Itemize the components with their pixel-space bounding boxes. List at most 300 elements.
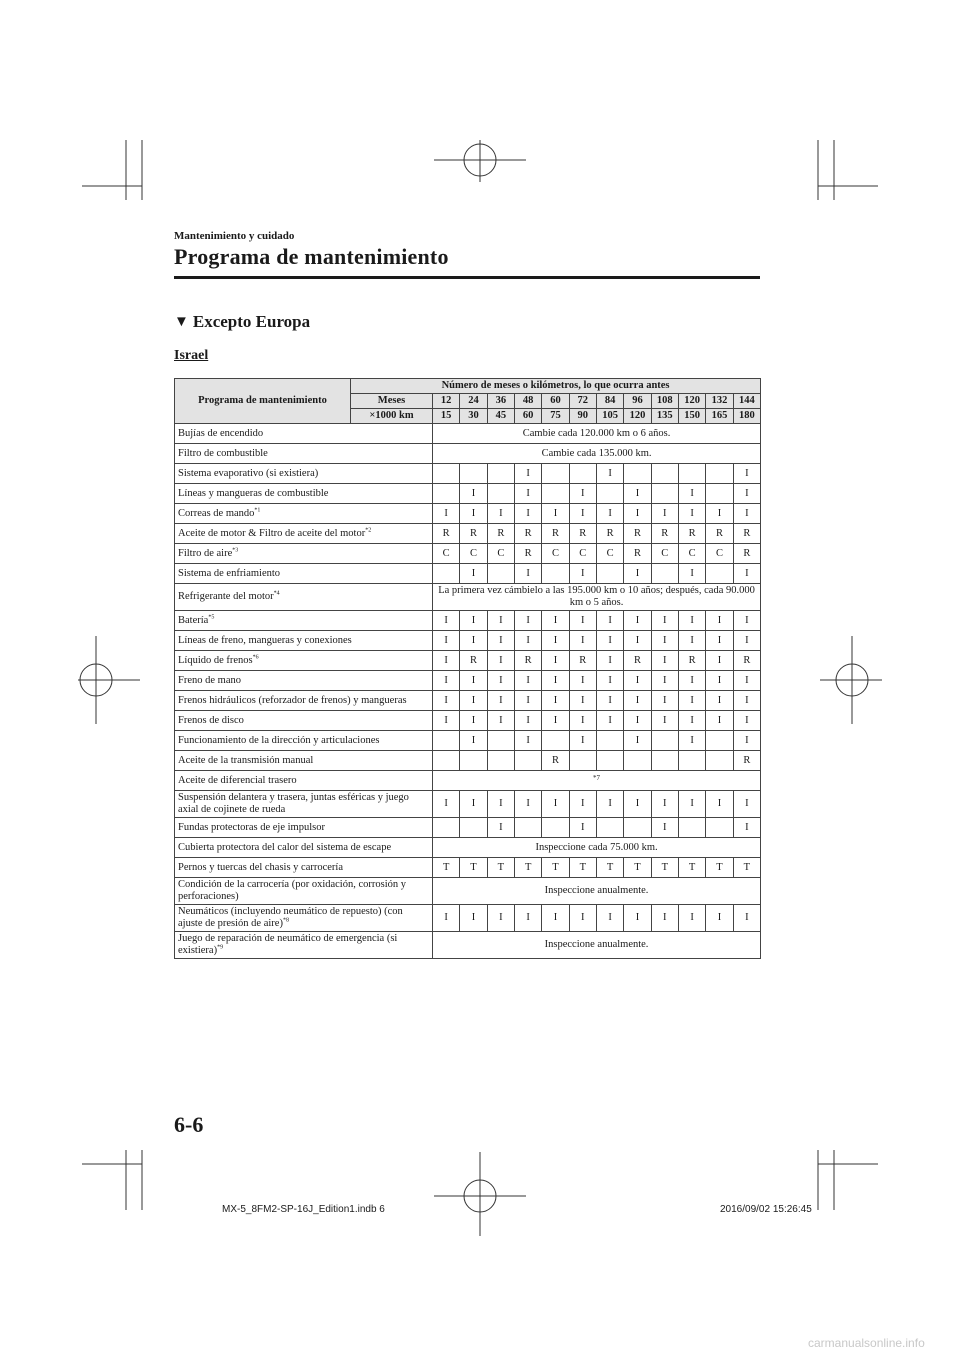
- item-label: [175, 771, 433, 791]
- schedule-row: [175, 524, 761, 544]
- item-label: [175, 905, 433, 932]
- service-mark: I: [460, 691, 487, 711]
- service-mark: I: [624, 731, 651, 751]
- month-value: 36: [487, 394, 514, 409]
- km-value: 150: [678, 409, 705, 424]
- schedule-row: [175, 651, 761, 671]
- service-mark: R: [514, 524, 541, 544]
- service-mark: I: [460, 484, 487, 504]
- service-mark: I: [733, 711, 760, 731]
- service-mark: I: [542, 504, 569, 524]
- item-text: Líneas de freno, mangueras y conexiones: [178, 634, 352, 646]
- service-mark: I: [542, 611, 569, 631]
- schedule-row: [175, 731, 761, 751]
- month-value: 48: [514, 394, 541, 409]
- service-mark: [596, 484, 623, 504]
- schedule-row: [175, 584, 761, 611]
- service-mark: I: [433, 791, 460, 818]
- service-mark: I: [542, 791, 569, 818]
- service-mark: T: [514, 858, 541, 878]
- service-mark: I: [514, 504, 541, 524]
- service-mark: I: [651, 711, 678, 731]
- item-text: Condición de la carrocería (por oxidación, corrosión y perforaciones): [178, 879, 407, 902]
- service-mark: I: [678, 691, 705, 711]
- service-mark: [433, 564, 460, 584]
- service-mark: [651, 564, 678, 584]
- service-mark: I: [733, 791, 760, 818]
- service-mark: C: [542, 544, 569, 564]
- item-label: [175, 444, 433, 464]
- item-text: Juego de reparación de neumático de emergencia (si existiera): [178, 933, 398, 956]
- subsection-title: Excepto Europa: [192, 312, 311, 331]
- item-label: [175, 651, 433, 671]
- schedule-row: [175, 878, 761, 905]
- service-mark: R: [514, 544, 541, 564]
- service-mark: T: [678, 858, 705, 878]
- service-mark: I: [706, 611, 733, 631]
- footnote-ref: *2: [365, 527, 372, 533]
- schedule-row: [175, 444, 761, 464]
- page-title: Programa de mantenimiento: [174, 244, 449, 269]
- item-label: [175, 838, 433, 858]
- service-mark: [624, 464, 651, 484]
- schedule-row: [175, 564, 761, 584]
- service-mark: R: [460, 524, 487, 544]
- triangle-down-icon: ▼: [174, 313, 189, 330]
- service-mark: [596, 564, 623, 584]
- km-label: ×1000 km: [351, 409, 433, 424]
- service-mark: [514, 751, 541, 771]
- item-text: Batería: [178, 614, 209, 626]
- item-text: Freno de mano: [178, 674, 241, 686]
- schedule-row: [175, 838, 761, 858]
- service-mark: I: [514, 631, 541, 651]
- service-mark: I: [460, 504, 487, 524]
- item-text: Líneas y mangueras de combustible: [178, 487, 329, 499]
- page-number: 6-6: [174, 1112, 204, 1137]
- service-mark: I: [651, 818, 678, 838]
- service-mark: I: [678, 791, 705, 818]
- maintenance-schedule-table: [174, 378, 761, 959]
- service-mark: [487, 464, 514, 484]
- service-mark: T: [706, 858, 733, 878]
- subsection-heading: [174, 312, 310, 332]
- service-mark: [596, 731, 623, 751]
- service-mark: [433, 731, 460, 751]
- service-mark: I: [433, 504, 460, 524]
- item-text: Pernos y tuercas del chasis y carrocería: [178, 861, 344, 873]
- service-mark: [596, 751, 623, 771]
- km-value: 105: [596, 409, 623, 424]
- service-mark: I: [569, 731, 596, 751]
- item-text: Aceite de diferencial trasero: [178, 774, 297, 786]
- month-value: 108: [651, 394, 678, 409]
- service-mark: I: [569, 611, 596, 631]
- service-mark: I: [733, 818, 760, 838]
- item-label: [175, 424, 433, 444]
- service-mark: I: [596, 671, 623, 691]
- service-mark: I: [678, 564, 705, 584]
- service-mark: I: [624, 484, 651, 504]
- item-label: [175, 858, 433, 878]
- item-label: [175, 584, 433, 611]
- service-mark: I: [651, 905, 678, 932]
- item-label: [175, 611, 433, 631]
- service-mark: I: [514, 711, 541, 731]
- service-mark: I: [569, 691, 596, 711]
- service-mark: C: [678, 544, 705, 564]
- service-mark: [460, 464, 487, 484]
- service-mark: I: [706, 791, 733, 818]
- service-mark: R: [733, 524, 760, 544]
- service-mark: [433, 751, 460, 771]
- schedule-row: [175, 611, 761, 631]
- item-text: Sistema de enfriamiento: [178, 567, 281, 579]
- service-mark: I: [460, 905, 487, 932]
- service-mark: I: [487, 631, 514, 651]
- service-mark: [433, 484, 460, 504]
- service-mark: I: [460, 564, 487, 584]
- service-mark: [542, 731, 569, 751]
- service-mark: I: [733, 464, 760, 484]
- schedule-row: [175, 858, 761, 878]
- footer-filename: MX-5_8FM2-SP-16J_Edition1.indb 6: [222, 1204, 385, 1215]
- service-mark: R: [624, 544, 651, 564]
- service-mark: R: [569, 651, 596, 671]
- schedule-row: [175, 751, 761, 771]
- footer-timestamp: 2016/09/02 15:26:45: [720, 1204, 812, 1215]
- service-mark: [678, 751, 705, 771]
- service-mark: I: [569, 504, 596, 524]
- service-mark: [542, 484, 569, 504]
- service-mark: I: [706, 671, 733, 691]
- service-mark: R: [542, 524, 569, 544]
- km-value: 120: [624, 409, 651, 424]
- group-header: Número de meses o kilómetros, lo que ocurra antes: [351, 379, 761, 394]
- schedule-row: [175, 791, 761, 818]
- country-heading: Israel: [174, 348, 209, 363]
- km-value: 180: [733, 409, 760, 424]
- service-mark: I: [651, 631, 678, 651]
- service-mark: I: [624, 905, 651, 932]
- service-mark: I: [460, 731, 487, 751]
- interval-note: *7: [433, 771, 761, 791]
- km-value: 45: [487, 409, 514, 424]
- service-mark: [624, 818, 651, 838]
- service-mark: I: [733, 731, 760, 751]
- months-label: Meses: [351, 394, 433, 409]
- service-mark: I: [651, 671, 678, 691]
- item-text: Aceite de la transmisión manual: [178, 754, 314, 766]
- service-mark: R: [651, 524, 678, 544]
- interval-note: Inspeccione cada 75.000 km.: [433, 838, 761, 858]
- service-mark: R: [733, 544, 760, 564]
- service-mark: I: [624, 791, 651, 818]
- item-text: Frenos de disco: [178, 714, 244, 726]
- service-mark: R: [596, 524, 623, 544]
- service-mark: [569, 464, 596, 484]
- service-mark: I: [542, 691, 569, 711]
- service-mark: [433, 464, 460, 484]
- item-text: Refrigerante del motor: [178, 591, 274, 602]
- item-label: [175, 484, 433, 504]
- service-mark: R: [624, 651, 651, 671]
- service-mark: [487, 731, 514, 751]
- service-mark: C: [596, 544, 623, 564]
- service-mark: I: [433, 905, 460, 932]
- month-value: 84: [596, 394, 623, 409]
- service-mark: I: [706, 631, 733, 651]
- schedule-body: [175, 424, 761, 959]
- service-mark: C: [651, 544, 678, 564]
- service-mark: T: [596, 858, 623, 878]
- km-value: 15: [433, 409, 460, 424]
- service-mark: I: [569, 818, 596, 838]
- service-mark: I: [569, 711, 596, 731]
- service-mark: I: [569, 564, 596, 584]
- item-text: Bujías de encendido: [178, 427, 264, 439]
- item-text: Filtro de aire: [178, 547, 233, 559]
- service-mark: [487, 751, 514, 771]
- service-mark: I: [596, 611, 623, 631]
- service-mark: I: [433, 671, 460, 691]
- item-text: Funcionamiento de la dirección y articulaciones: [178, 734, 380, 746]
- service-mark: I: [542, 905, 569, 932]
- service-mark: I: [733, 671, 760, 691]
- schedule-row: [175, 671, 761, 691]
- service-mark: [651, 464, 678, 484]
- interval-note: Cambie cada 135.000 km.: [433, 444, 761, 464]
- month-value: 72: [569, 394, 596, 409]
- service-mark: R: [678, 651, 705, 671]
- service-mark: I: [706, 504, 733, 524]
- service-mark: I: [569, 671, 596, 691]
- service-mark: I: [733, 504, 760, 524]
- service-mark: I: [624, 504, 651, 524]
- service-mark: I: [514, 691, 541, 711]
- service-mark: R: [460, 651, 487, 671]
- service-mark: I: [460, 611, 487, 631]
- service-mark: I: [514, 905, 541, 932]
- item-text: Filtro de combustible: [178, 447, 268, 459]
- item-label: [175, 524, 433, 544]
- month-value: 120: [678, 394, 705, 409]
- schedule-row: [175, 711, 761, 731]
- item-text: Frenos hidráulicos (reforzador de frenos) y mangueras: [178, 694, 407, 706]
- service-mark: I: [487, 611, 514, 631]
- service-mark: R: [542, 751, 569, 771]
- item-text: Líquido de frenos: [178, 654, 253, 666]
- schedule-row: [175, 424, 761, 444]
- service-mark: T: [542, 858, 569, 878]
- service-mark: I: [596, 631, 623, 651]
- section-label: Mantenimiento y cuidado: [174, 230, 295, 242]
- service-mark: I: [651, 611, 678, 631]
- service-mark: I: [514, 464, 541, 484]
- item-text: Cubierta protectora del calor del sistema de escape: [178, 841, 392, 853]
- service-mark: I: [678, 631, 705, 651]
- service-mark: I: [433, 651, 460, 671]
- service-mark: R: [678, 524, 705, 544]
- service-mark: I: [542, 651, 569, 671]
- service-mark: I: [514, 671, 541, 691]
- schedule-row: [175, 691, 761, 711]
- month-value: 96: [624, 394, 651, 409]
- service-mark: I: [678, 484, 705, 504]
- item-label: [175, 791, 433, 818]
- item-text: Aceite de motor & Filtro de aceite del motor: [178, 527, 366, 539]
- service-mark: I: [542, 671, 569, 691]
- service-mark: I: [487, 671, 514, 691]
- service-mark: [542, 464, 569, 484]
- service-mark: I: [460, 631, 487, 651]
- service-mark: I: [733, 631, 760, 651]
- km-value: 165: [706, 409, 733, 424]
- interval-note: Inspeccione anualmente.: [433, 878, 761, 905]
- item-text: Correas de mando: [178, 507, 255, 519]
- service-mark: I: [596, 504, 623, 524]
- km-value: 90: [569, 409, 596, 424]
- service-mark: I: [514, 564, 541, 584]
- service-mark: C: [460, 544, 487, 564]
- service-mark: [706, 484, 733, 504]
- km-value: 60: [514, 409, 541, 424]
- service-mark: I: [569, 484, 596, 504]
- service-mark: I: [487, 651, 514, 671]
- item-label: [175, 544, 433, 564]
- service-mark: I: [706, 651, 733, 671]
- service-mark: I: [487, 818, 514, 838]
- item-label: [175, 878, 433, 905]
- schedule-row: [175, 484, 761, 504]
- item-label: [175, 818, 433, 838]
- item-text: Neumáticos (incluyendo neumático de repuesto) (con ajuste de presión de aire): [178, 906, 403, 929]
- service-mark: I: [514, 611, 541, 631]
- service-mark: I: [624, 671, 651, 691]
- service-mark: I: [678, 611, 705, 631]
- service-mark: I: [596, 905, 623, 932]
- month-value: 12: [433, 394, 460, 409]
- service-mark: T: [569, 858, 596, 878]
- schedule-row: [175, 905, 761, 932]
- service-mark: I: [733, 564, 760, 584]
- service-mark: I: [433, 611, 460, 631]
- corner-header: Programa de mantenimiento: [175, 379, 351, 424]
- service-mark: I: [596, 791, 623, 818]
- service-mark: C: [706, 544, 733, 564]
- service-mark: I: [706, 711, 733, 731]
- interval-note: Cambie cada 120.000 km o 6 años.: [433, 424, 761, 444]
- schedule-row: [175, 771, 761, 791]
- service-mark: R: [569, 524, 596, 544]
- service-mark: [460, 818, 487, 838]
- service-mark: [706, 751, 733, 771]
- service-mark: I: [651, 504, 678, 524]
- service-mark: I: [569, 631, 596, 651]
- service-mark: I: [460, 711, 487, 731]
- service-mark: I: [706, 691, 733, 711]
- service-mark: I: [596, 464, 623, 484]
- service-mark: I: [542, 711, 569, 731]
- service-mark: I: [487, 791, 514, 818]
- service-mark: I: [514, 484, 541, 504]
- service-mark: [596, 818, 623, 838]
- watermark: carmanualsonline.info: [808, 1336, 925, 1350]
- service-mark: I: [733, 691, 760, 711]
- service-mark: I: [433, 711, 460, 731]
- service-mark: T: [460, 858, 487, 878]
- month-value: 144: [733, 394, 760, 409]
- service-mark: I: [651, 651, 678, 671]
- service-mark: [651, 751, 678, 771]
- footnote-ref: *8: [282, 917, 289, 924]
- service-mark: I: [733, 611, 760, 631]
- service-mark: [487, 484, 514, 504]
- service-mark: R: [733, 651, 760, 671]
- item-label: [175, 751, 433, 771]
- service-mark: I: [733, 484, 760, 504]
- service-mark: [624, 751, 651, 771]
- service-mark: I: [651, 691, 678, 711]
- schedule-row: [175, 544, 761, 564]
- service-mark: C: [487, 544, 514, 564]
- service-mark: [678, 818, 705, 838]
- item-label: [175, 932, 433, 959]
- item-text: Suspensión delantera y trasera, juntas esféricas y juego axial de cojinete de rueda: [178, 792, 409, 815]
- service-mark: T: [651, 858, 678, 878]
- service-mark: I: [433, 631, 460, 651]
- service-mark: I: [487, 691, 514, 711]
- service-mark: I: [487, 711, 514, 731]
- service-mark: I: [433, 691, 460, 711]
- month-value: 24: [460, 394, 487, 409]
- service-mark: I: [706, 905, 733, 932]
- service-mark: [706, 464, 733, 484]
- service-mark: I: [678, 671, 705, 691]
- title-divider: [174, 276, 760, 279]
- service-mark: R: [433, 524, 460, 544]
- service-mark: [678, 464, 705, 484]
- service-mark: R: [706, 524, 733, 544]
- service-mark: [487, 564, 514, 584]
- service-mark: R: [733, 751, 760, 771]
- schedule-row: [175, 818, 761, 838]
- item-label: [175, 691, 433, 711]
- footnote-ref: *1: [254, 507, 261, 513]
- footnote-ref: *6: [252, 654, 259, 660]
- service-mark: [706, 731, 733, 751]
- service-mark: I: [596, 711, 623, 731]
- item-text: Fundas protectoras de eje impulsor: [178, 821, 325, 833]
- service-mark: T: [733, 858, 760, 878]
- service-mark: I: [596, 691, 623, 711]
- item-label: [175, 464, 433, 484]
- service-mark: [542, 564, 569, 584]
- service-mark: I: [460, 671, 487, 691]
- item-label: [175, 564, 433, 584]
- service-mark: I: [678, 504, 705, 524]
- item-label: [175, 671, 433, 691]
- item-label: [175, 711, 433, 731]
- service-mark: R: [624, 524, 651, 544]
- header-row-group: [175, 379, 761, 394]
- service-mark: [651, 484, 678, 504]
- service-mark: I: [678, 905, 705, 932]
- service-mark: I: [733, 905, 760, 932]
- service-mark: [514, 818, 541, 838]
- schedule-row: [175, 631, 761, 651]
- service-mark: I: [678, 731, 705, 751]
